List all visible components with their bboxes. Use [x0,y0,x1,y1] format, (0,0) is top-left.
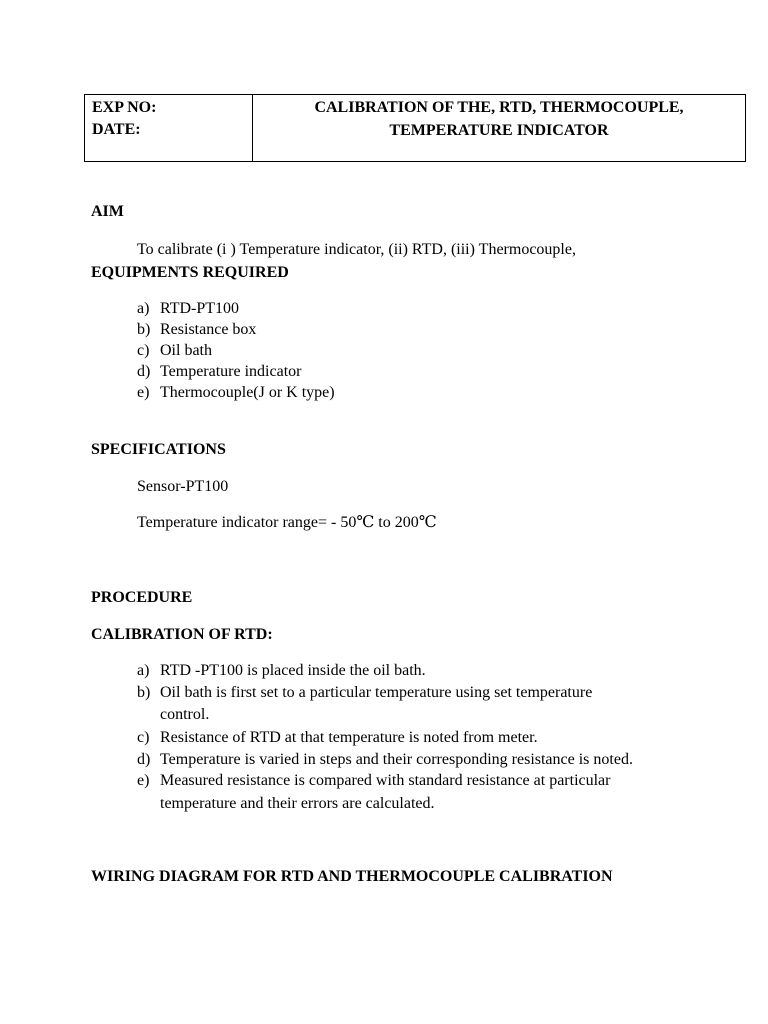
list-item-text: Thermocouple(J or K type) [160,384,335,401]
list-item-continuation: temperature and their errors are calculated. [160,794,435,812]
equipments-list [137,298,335,403]
list-item-text: Measured resistance is compared with standard resistance at particular [160,772,611,789]
equipments-heading: EQUIPMENTS REQUIRED [91,264,289,281]
list-item-text: Resistance box [160,321,257,338]
list-marker: e) [137,384,150,401]
list-marker: b) [137,321,151,338]
procedure-list [137,660,633,816]
list-item-text: Temperature is varied in steps and their corresponding resistance is noted. [160,750,633,768]
wiring-diagram-heading: WIRING DIAGRAM FOR RTD AND THERMOCOUPLE CALIBRATION [91,868,613,885]
aim-heading: AIM [91,203,124,220]
list-item [137,727,633,749]
procedure-heading: PROCEDURE [91,589,193,606]
list-item [137,319,335,340]
list-item [137,660,633,682]
list-marker: a) [137,300,150,317]
title-line-1: CALIBRATION OF THE, RTD, THERMOCOUPLE, [314,99,684,116]
list-marker: d) [137,750,151,768]
list-item-text: Oil bath is first set to a particular temperature using set temperature [160,683,593,701]
header-table [84,94,746,162]
list-item [137,382,335,403]
header-left-cell [85,95,253,161]
list-item [137,770,633,816]
list-item [137,298,335,319]
list-marker: e) [137,772,150,789]
list-item [137,340,335,361]
list-marker: c) [137,342,150,359]
list-item [137,682,633,728]
list-item [137,361,335,382]
list-marker: d) [137,363,151,380]
title-line-2: TEMPERATURE INDICATOR [389,122,609,139]
spec-sensor: Sensor-PT100 [137,478,229,495]
list-item-text: Temperature indicator [160,363,302,380]
list-item-text: RTD-PT100 [160,300,240,317]
header-title-cell [253,95,745,161]
exp-no-label: EXP NO: [92,99,157,116]
calibration-rtd-heading: CALIBRATION OF RTD: [91,626,273,643]
list-item [137,749,633,771]
list-item-text: RTD -PT100 is placed inside the oil bath. [160,662,426,679]
list-item-continuation: control. [160,706,210,723]
aim-text: To calibrate (i ) Temperature indicator, (ii) RTD, (iii) Thermocouple, [137,241,576,258]
spec-range: Temperature indicator range= - 50℃ to 200℃ [137,514,437,531]
list-item-text: Resistance of RTD at that temperature is noted from meter. [160,729,538,746]
specifications-heading: SPECIFICATIONS [91,441,226,458]
list-marker: b) [137,683,151,701]
list-marker: c) [137,729,150,746]
list-item-text: Oil bath [160,342,212,359]
date-label: DATE: [92,121,141,138]
list-marker: a) [137,662,150,679]
